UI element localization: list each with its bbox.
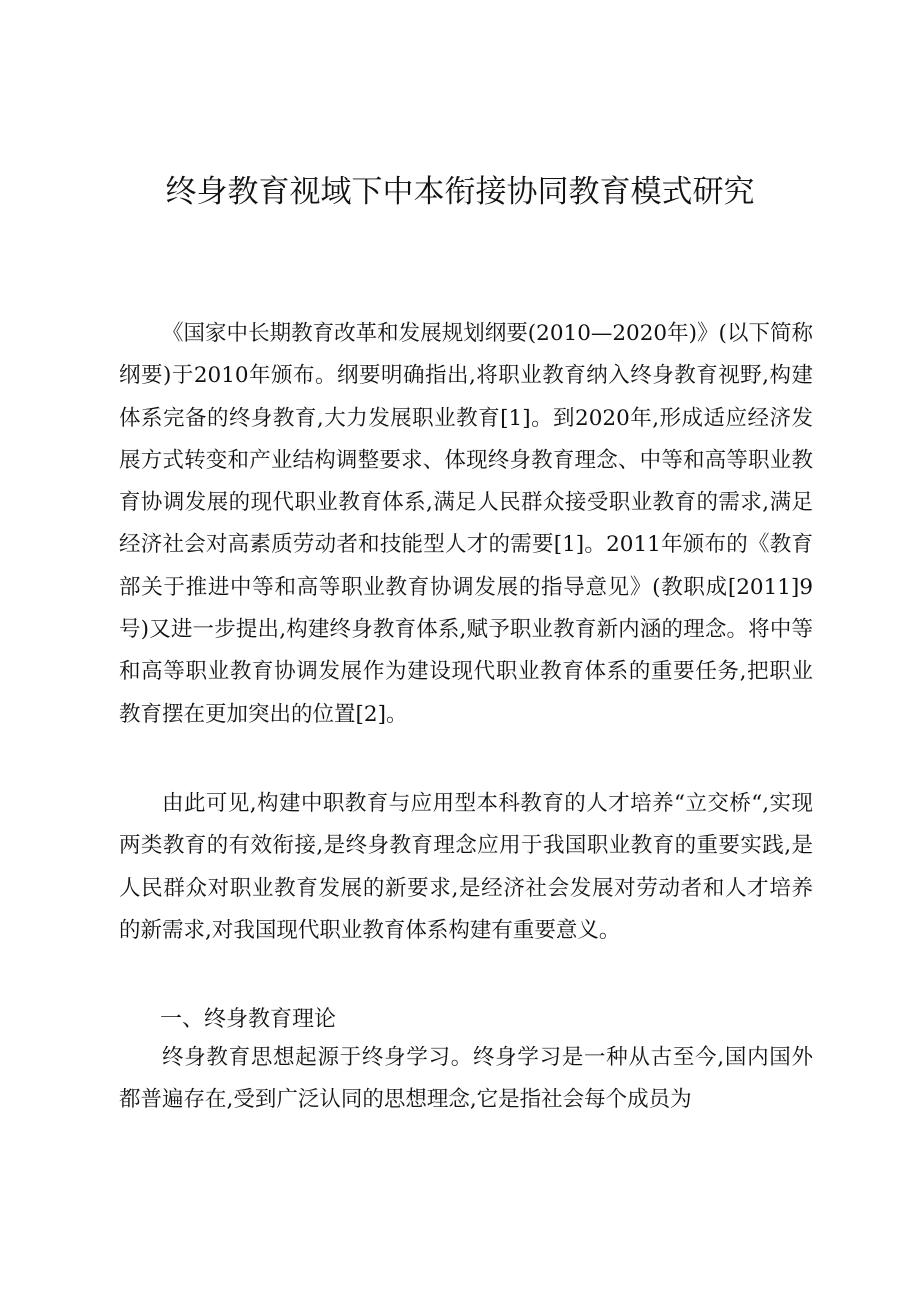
paragraph-2: 由此可见,构建中职教育与应用型本科教育的人才培养“立交桥“,实现两类教育的有效衔接,是终身教育理念应用于我国职业教育的重要实践,是人民群众对职业教育发展的新要求,是经济社会发展对劳动者和人才培养的新需求,对我国现代职业教育体系构建有重要意义。 bbox=[119, 791, 813, 943]
paragraph-1: 《国家中长期教育改革和发展规划纲要(2010—2020年)》(以下简称纲要)于2010年颁布。纲要明确指出,将职业教育纳入终身教育视野,构建体系完备的终身教育,大力发展职业教育[1]。到2020年,形成适应经济发展方式转变和产业结构调整要求、体现终身教育理念、中等和高等职业教育协调发展的现代职业教育体系,满足人民群众接受职业教育的需求,满足经济社会对高素质劳动者和技能型人才的需要[1]。2011年颁布的《教育部关于推进中等和高等职业教育协调发展的指导意见》(教职成[2011]9号)又进一步提出,构建终身教育体系,赋予职业教育新内涵的理念。将中等和高等职业教育协调发展作为建设现代职业教育体系的重要任务,把职业教育摆在更加突出的位置[2]。 bbox=[119, 321, 813, 727]
section-heading: 一、终身教育理论 bbox=[160, 1007, 337, 1032]
document-title: 终身教育视域下中本衔接协同教育模式研究 bbox=[165, 174, 755, 210]
section-paragraph: 终身教育思想起源于终身学习。终身学习是一种从古至今,国内国外都普遍存在,受到广泛认同的思想理念,它是指社会每个成员为 bbox=[119, 1045, 813, 1113]
